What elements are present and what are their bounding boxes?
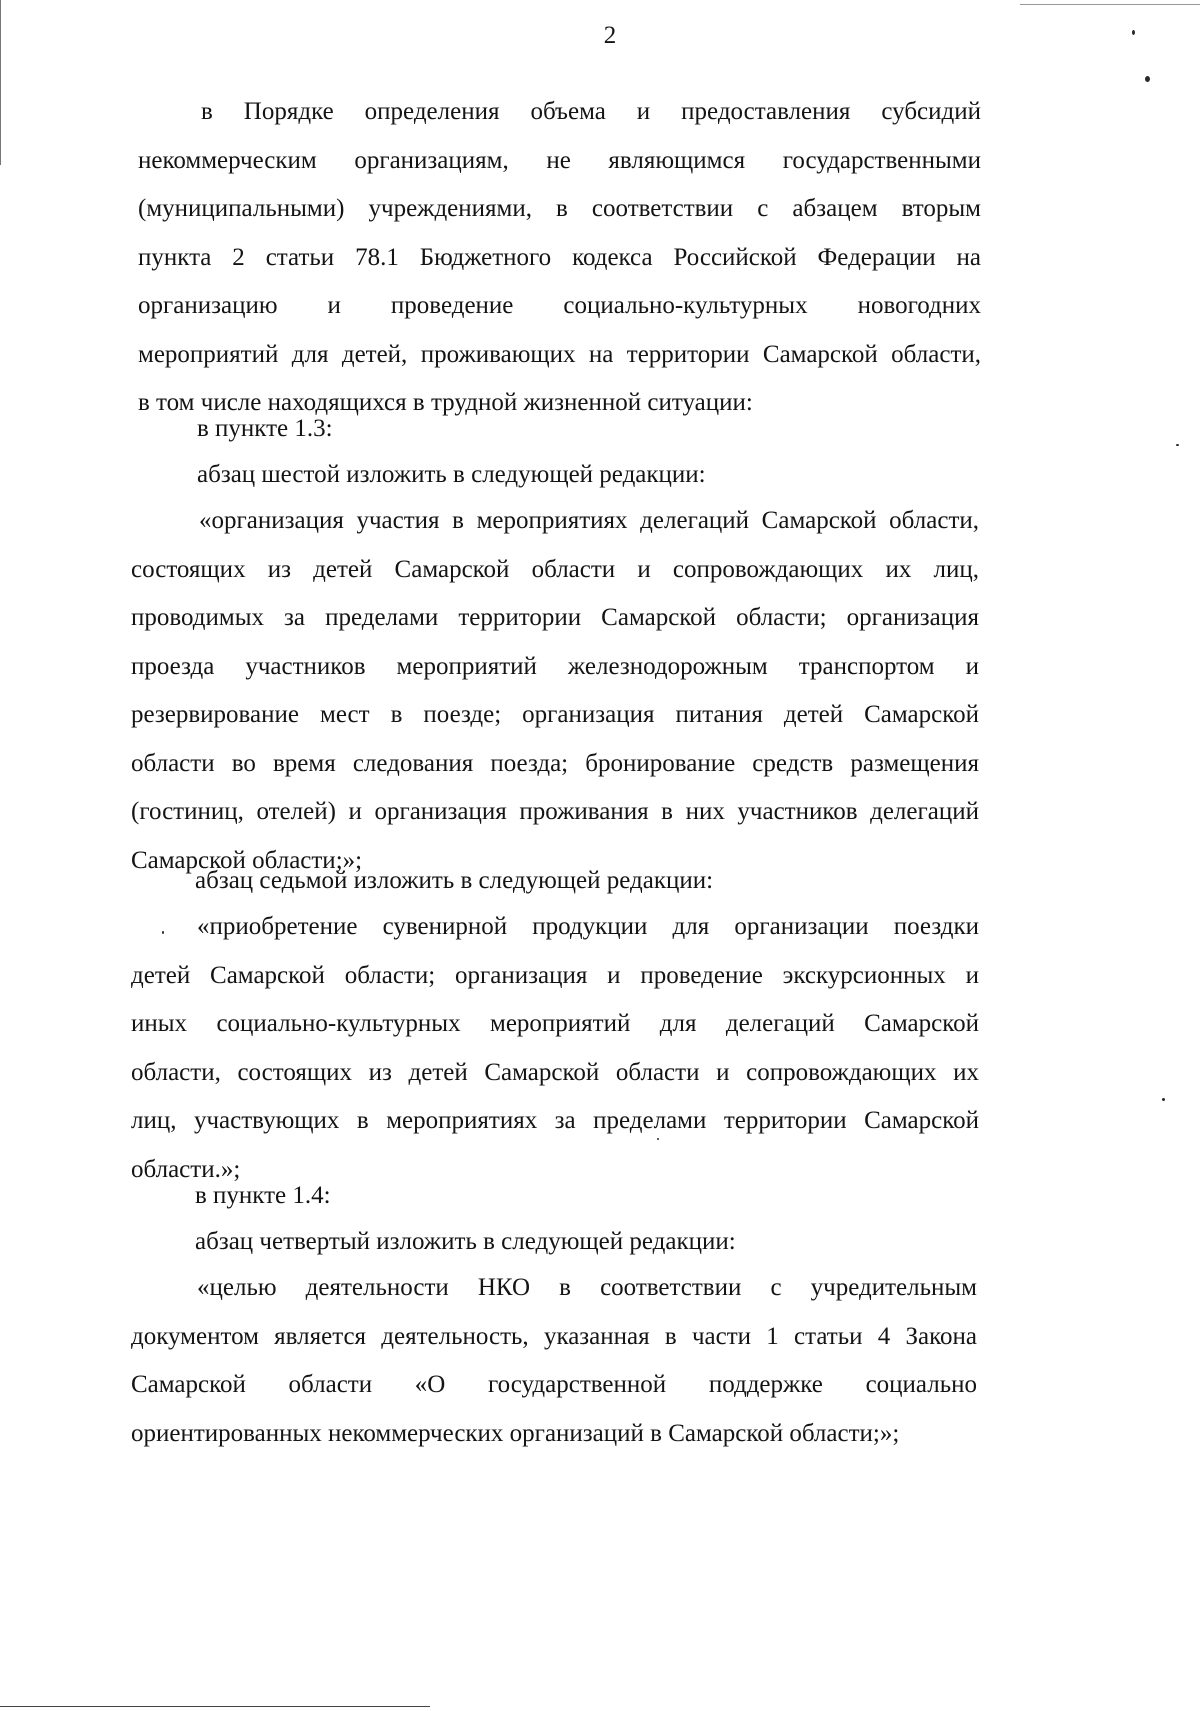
text-line: ориентированных некоммерческих организаций в Самарской области;»;: [131, 1419, 900, 1447]
text-line: детей Самарской области; организация и проведение экскурсионных и: [131, 961, 979, 989]
paragraph-abzac-7-text: [131, 903, 979, 1194]
scan-edge-bottom: [0, 1706, 430, 1707]
text-line: в том числе находящихся в трудной жизненной ситуации:: [138, 389, 753, 416]
paragraph-abzac-4-text: [131, 1264, 977, 1458]
scan-speck: [1132, 30, 1135, 35]
text-line: мероприятий для детей, проживающих на территории Самарской области,: [138, 340, 981, 368]
text-line: иных социально-культурных мероприятий для делегаций Самарской: [131, 1010, 979, 1037]
text-line: пункта 2 статьи 78.1 Бюджетного кодекса Российской Федерации на: [138, 243, 981, 271]
paragraph-abzac-7-heading: [195, 857, 713, 906]
text-line: абзац шестой изложить в следующей редакции:: [197, 461, 706, 488]
paragraph-intro: [138, 88, 981, 428]
text-line: области во время следования поезда; бронирование средств размещения: [131, 749, 979, 777]
paragraph-abzac-6-heading: [197, 451, 706, 500]
paragraph-point-1-4: [195, 1172, 331, 1221]
text-line: резервирование мест в поезде; организация питания детей Самарской: [131, 701, 979, 728]
text-line: документом является деятельность, указанная в части 1 статьи 4 Закона: [131, 1322, 977, 1350]
text-line: «приобретение сувенирной продукции для организации поездки: [197, 913, 979, 940]
text-line: абзац седьмой изложить в следующей редакции:: [195, 867, 714, 894]
text-line: Самарской области «О государственной поддержке социально: [131, 1371, 977, 1398]
scan-speck: [1145, 76, 1150, 82]
scan-edge-top-right: [1020, 4, 1200, 5]
scan-speck: [657, 1138, 659, 1140]
text-line: в Порядке определения объема и предоставления субсидий: [201, 98, 981, 125]
scan-speck: [1162, 1098, 1165, 1101]
text-line: проезда участников мероприятий железнодорожным транспортом и: [131, 652, 979, 680]
paragraph-abzac-4-heading: [195, 1218, 736, 1267]
text-line: лиц, участвующих в мероприятиях за пределами территории Самарской: [131, 1107, 979, 1134]
paragraph-point-1-3: [197, 405, 333, 454]
text-line: области.»;: [131, 1155, 241, 1183]
text-line: организацию и проведение социально-культурных новогодних: [138, 292, 981, 319]
text-line: (муниципальными) учреждениями, в соответствии с абзацем вторым: [138, 195, 981, 222]
text-line: некоммерческим организациям, не являющимся государственными: [138, 146, 981, 174]
scan-speck: [162, 931, 164, 934]
text-line: (гостиниц, отелей) и организация проживания в них участников делегаций: [131, 798, 979, 825]
text-line: Самарской области;»;: [131, 846, 363, 874]
page-number: 2: [603, 22, 617, 49]
paragraph-abzac-6-text: [131, 497, 979, 885]
text-line: состоящих из детей Самарской области и сопровождающих их лиц,: [131, 555, 979, 583]
scan-edge-left: [0, 0, 1, 165]
text-line: области, состоящих из детей Самарской области и сопровождающих их: [131, 1058, 979, 1086]
text-line: в пункте 1.4:: [195, 1182, 331, 1209]
text-line: в пункте 1.3:: [197, 415, 333, 442]
text-line: «целью деятельности НКО в соответствии с учредительным: [197, 1274, 977, 1301]
scan-speck: [1176, 444, 1179, 446]
text-line: проводимых за пределами территории Самарской области; организация: [131, 604, 979, 631]
text-line: абзац четвертый изложить в следующей редакции:: [195, 1228, 736, 1255]
text-line: «организация участия в мероприятиях делегаций Самарской области,: [199, 507, 979, 534]
